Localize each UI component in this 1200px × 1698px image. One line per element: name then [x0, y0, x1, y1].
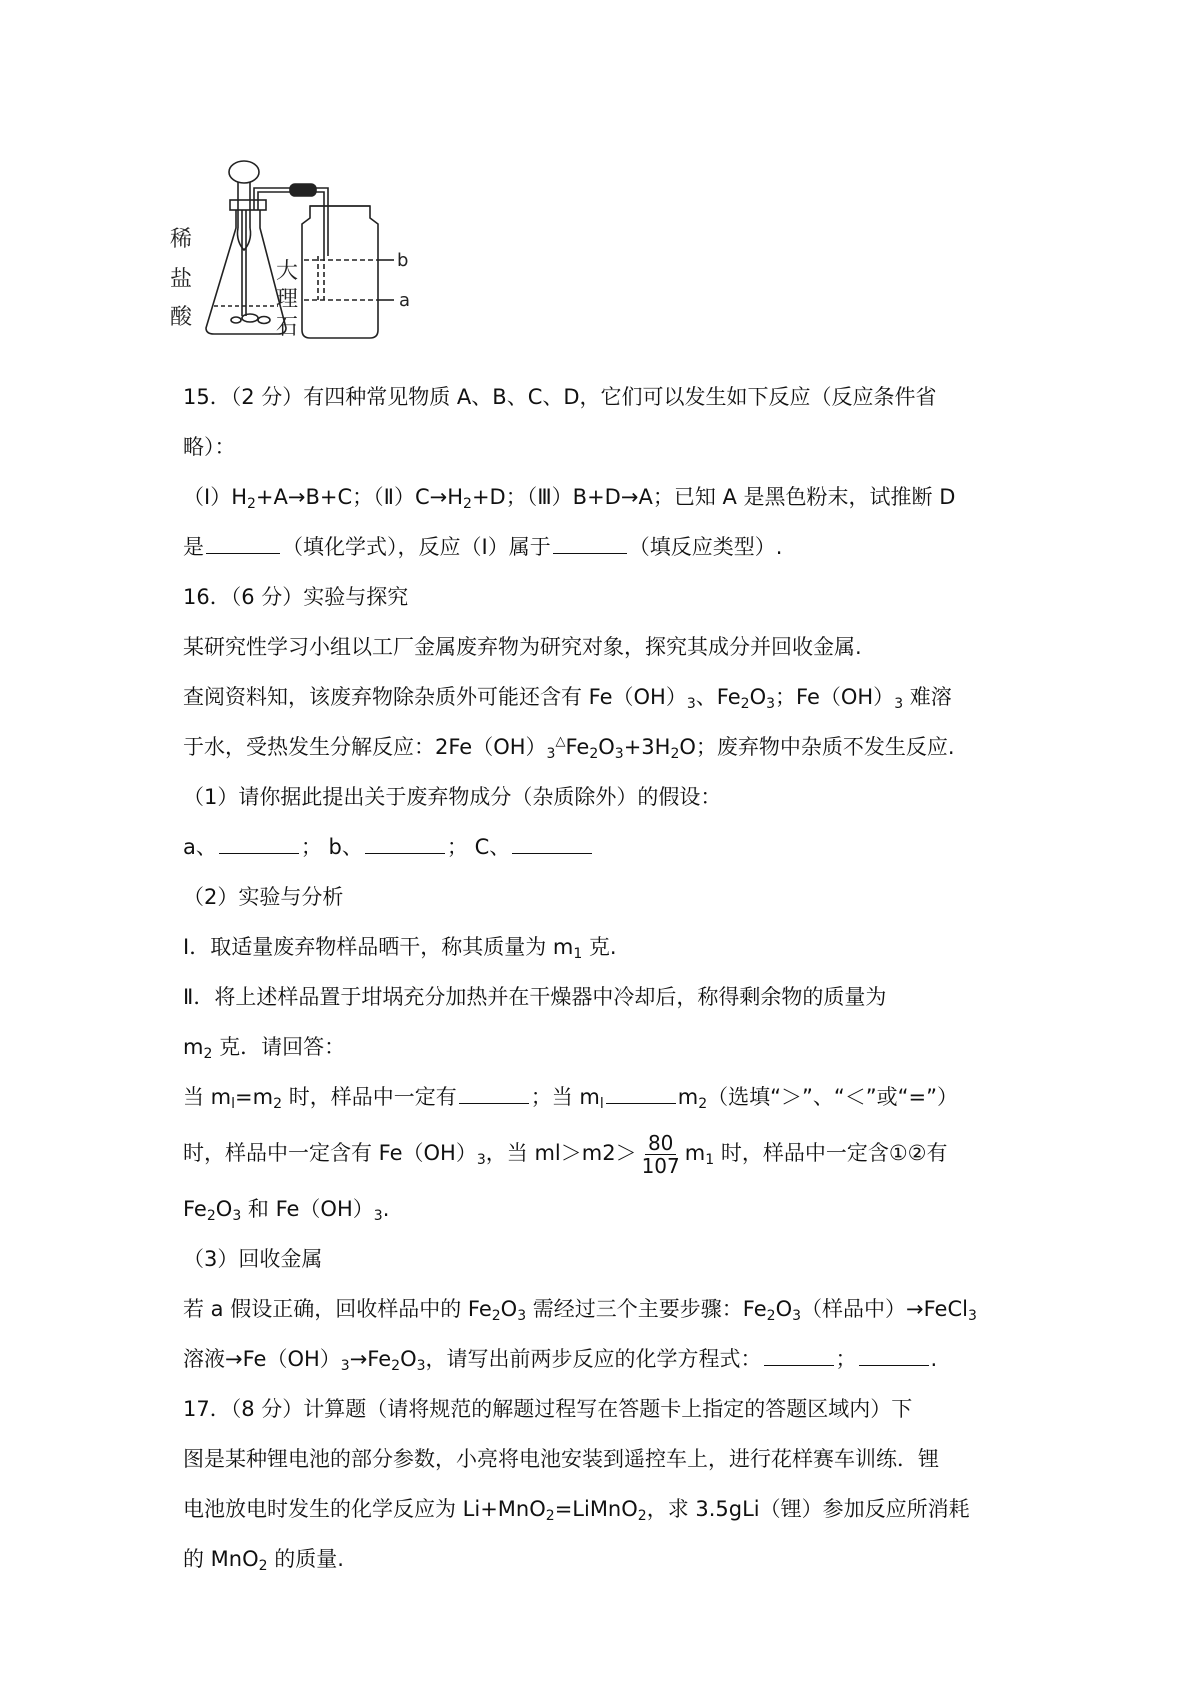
answer-blank[interactable] [606, 1079, 676, 1104]
q15-questions: 是 （填化学式），反应（I）属于 （填反应类型）. [183, 522, 1033, 572]
q17-line3: 电池放电时发生的化学反应为 Li+MnO$_2$=LiMnO$_2$，求 3.5gLi（锂）参加反应所消耗 [183, 1497, 970, 1524]
q16-hypotheses: a、 ； b、 ； C、 [183, 822, 1033, 872]
apparatus-figure [170, 158, 438, 358]
answer-blank[interactable] [764, 1341, 834, 1366]
q16-recover1: 若 a 假设正确，回收样品中的 $Fe_2O_3$ 需经过三个主要步骤：$Fe_2O_3$（样品中）→FeCl$_3$ [183, 1297, 977, 1324]
question-text [183, 372, 1033, 1584]
label-marble-3: 石 [276, 315, 299, 340]
answer-blank[interactable] [553, 529, 627, 554]
q17-line4: 的 MnO$_2$ 的质量. [183, 1547, 344, 1574]
q16-sub1: （1）请你据此提出关于废弃物成分（杂质除外）的假设： [183, 785, 722, 809]
answer-blank[interactable] [459, 1079, 529, 1104]
q16-step2-cont: $m_2$ 克．请回答： [183, 1035, 346, 1062]
flask-stopper [230, 200, 266, 210]
q16-recover2: 溶液$\to Fe(OH)_3\to Fe_2O_3$，请写出前两步反应的化学方程式： ； . [183, 1334, 1033, 1384]
q15-head: 15．（2 分）有四种常见物质 A、B、C、D，它们可以发生如下反应（反应条件省 [183, 385, 937, 409]
q16-head: 16．（6 分）实验与探究 [183, 585, 409, 609]
q16-sub3: （3）回收金属 [183, 1247, 323, 1271]
rubber-connector [290, 184, 316, 196]
label-marble-1: 大 [276, 259, 299, 284]
q16-answer2: 时，样品中一定含有 $Fe(OH)_3$，当 ml＞m2＞ $\frac{80}{107}$ $m_1$ 时，样品中一定含①②有 [183, 1130, 948, 1178]
label-dilute-hcl-3: 酸 [170, 305, 193, 330]
q15-head-cont: 略）： [183, 435, 236, 459]
q16-answer1: 当 $m_l=m_2$ 时，样品中一定有 ；当 $m_l$ $m_2$（选填“＞”、“＜”或“=”） [183, 1072, 1033, 1122]
q16-step1: Ⅰ．取适量废弃物样品晒干，称其质量为 $m_1$ 克. [183, 935, 617, 962]
q16-answer3: $Fe_2O_3$ 和 $Fe(OH)_3$. [183, 1197, 390, 1224]
label-b: b [397, 250, 409, 271]
q16-step2: Ⅱ．将上述样品置于坩埚充分加热并在干燥器中冷却后，称得剩余物的质量为 [183, 985, 887, 1009]
label-marble-2: 理 [276, 287, 299, 312]
q17-line1: 17．（8 分）计算题（请将规范的解题过程写在答题卡上指定的答题区域内）下 [183, 1397, 913, 1421]
apparatus-diagram [170, 158, 438, 358]
label-a: a [399, 290, 411, 311]
label-dilute-hcl-2: 盐 [170, 267, 193, 292]
delivery-tube-right [316, 188, 328, 256]
q17-line2: 图是某种锂电池的部分参数，小亮将电池安装到遥控车上，进行花样赛车训练．锂 [183, 1447, 939, 1471]
label-dilute-hcl-1: 稀 [170, 227, 193, 252]
q16-equation: 于水，受热发生分解反应：$2Fe(OH)_3^\triangle Fe_2O_3+3H_2O$；废弃物中杂质不发生反应. [183, 734, 955, 762]
funnel-bulb [229, 161, 259, 183]
gas-bottle [302, 206, 378, 338]
answer-blank[interactable] [206, 529, 280, 554]
fraction: $\frac{80}{107}$ [641, 1130, 680, 1178]
answer-blank[interactable] [365, 829, 445, 854]
q16-info: 查阅资料知，该废弃物除杂质外可能还含有 $Fe(OH)_3$、$Fe_2O_3$；$Fe(OH)_3$ 难溶 [183, 685, 952, 712]
answer-blank[interactable] [859, 1341, 929, 1366]
q16-intro: 某研究性学习小组以工厂金属废弃物为研究对象，探究其成分并回收金属. [183, 635, 862, 659]
answer-blank[interactable] [512, 829, 592, 854]
q15-reactions: $(I)H_2+A\to B+C$；$(Ⅱ)C\to H_2+D$；（Ⅲ）B+D→A；已知 A 是黑色粉末，试推断 D [183, 485, 956, 512]
funnel-stem [238, 182, 250, 228]
heat-symbol: △ [555, 734, 566, 749]
answer-blank[interactable] [219, 829, 299, 854]
q16-sub2: （2）实验与分析 [183, 885, 344, 909]
